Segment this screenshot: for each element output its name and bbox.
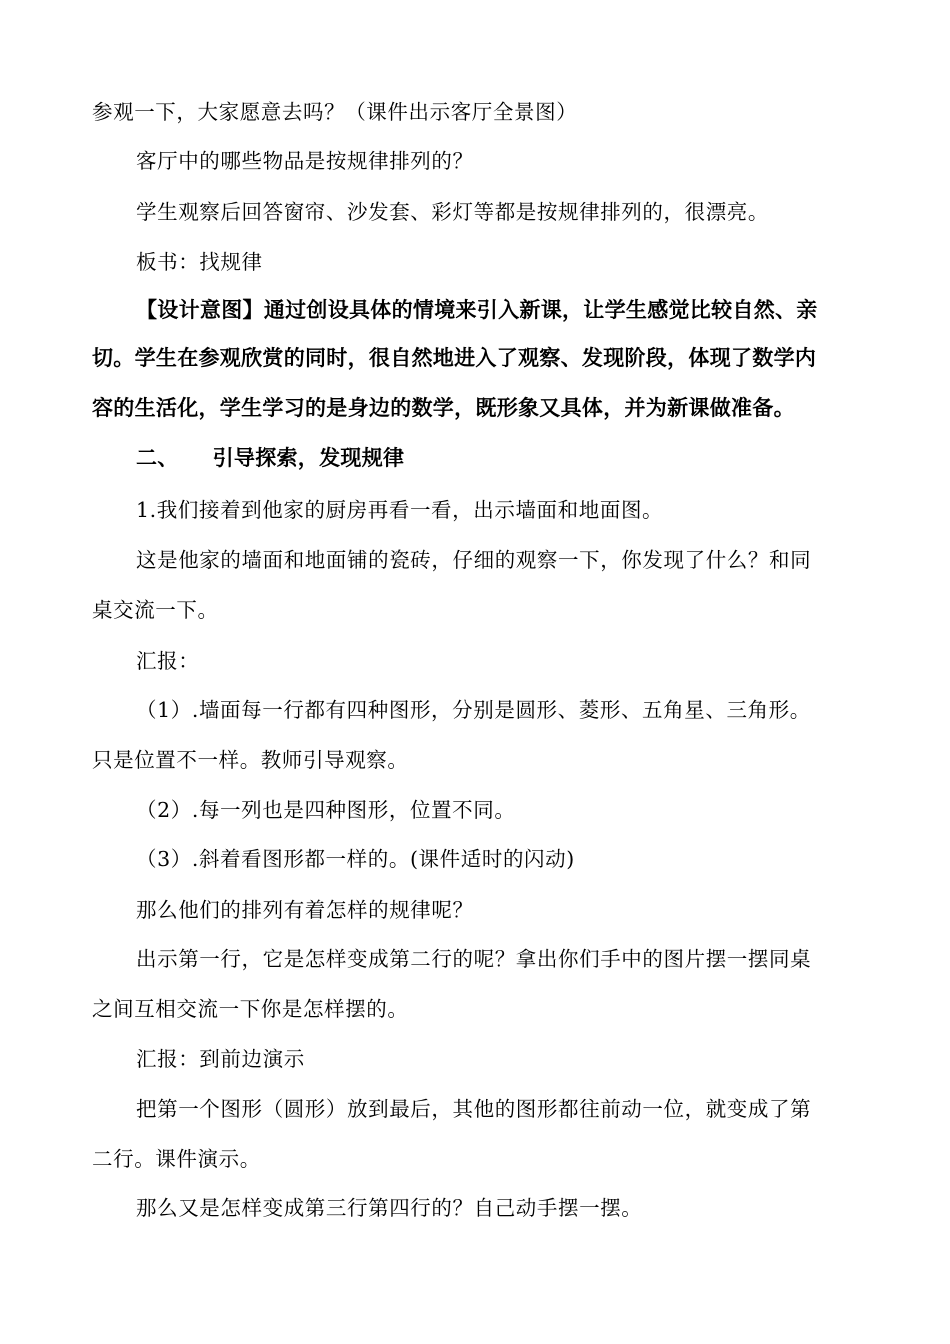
paragraph-line: 把第一个图形（圆形）放到最后，其他的图形都往前动一位，就变成了第 (136, 1097, 812, 1121)
paragraph-line: 参观一下，大家愿意去吗？（课件出示客厅全景图） (92, 100, 578, 124)
paragraph-line: 汇报： (136, 649, 200, 673)
design-intent-line: 容的生活化，学生学习的是身边的数学，既形象又具体，并为新课做准备。 (92, 396, 795, 420)
design-intent-line: 切。学生在参观欣赏的同时，很自然地进入了观察、发现阶段，体现了数学内 (92, 346, 817, 370)
paragraph-line: 1.我们接着到他家的厨房再看一看，出示墙面和地面图。 (136, 498, 664, 522)
design-intent-text: 通过创设具体的情境来引入新课，让学生感觉比较自然、亲 (263, 298, 818, 322)
paragraph-line: 只是位置不一样。教师引导观察。 (92, 748, 409, 772)
paragraph-line: 这是他家的墙面和地面铺的瓷砖，仔细的观察一下，你发现了什么？和同 (136, 548, 812, 572)
section-title: 引导探索，发现规律 (212, 446, 405, 470)
paragraph-line: 桌交流一下。 (92, 598, 219, 622)
paragraph-line: 二行。课件演示。 (92, 1147, 261, 1171)
design-intent-label: 【设计意图】 (136, 298, 264, 322)
section-number: 二、 (136, 446, 179, 470)
paragraph-line: 出示第一行，它是怎样变成第二行的呢？拿出你们手中的图片摆一摆同桌 (136, 947, 812, 971)
paragraph-line: （1）.墙面每一行都有四种图形，分别是圆形、菱形、五角星、三角形。 (136, 698, 811, 722)
section-heading (136, 444, 404, 472)
design-intent-line (136, 296, 818, 324)
paragraph-line: 板书：找规律 (136, 250, 263, 274)
paragraph-line: 学生观察后回答窗帘、沙发套、彩灯等都是按规律排列的，很漂亮。 (136, 200, 769, 224)
paragraph-line: 汇报：到前边演示 (136, 1047, 305, 1071)
paragraph-line: 客厅中的哪些物品是按规律排列的？ (136, 149, 474, 173)
paragraph-line: （3）.斜着看图形都一样的。(课件适时的闪动) (136, 847, 575, 871)
paragraph-line: 之间互相交流一下你是怎样摆的。 (92, 997, 409, 1021)
paragraph-line: 那么他们的排列有着怎样的规律呢？ (136, 898, 474, 922)
paragraph-line: （2）.每一列也是四种图形，位置不同。 (136, 798, 516, 822)
paragraph-line: 那么又是怎样变成第三行第四行的？自己动手摆一摆。 (136, 1196, 643, 1220)
